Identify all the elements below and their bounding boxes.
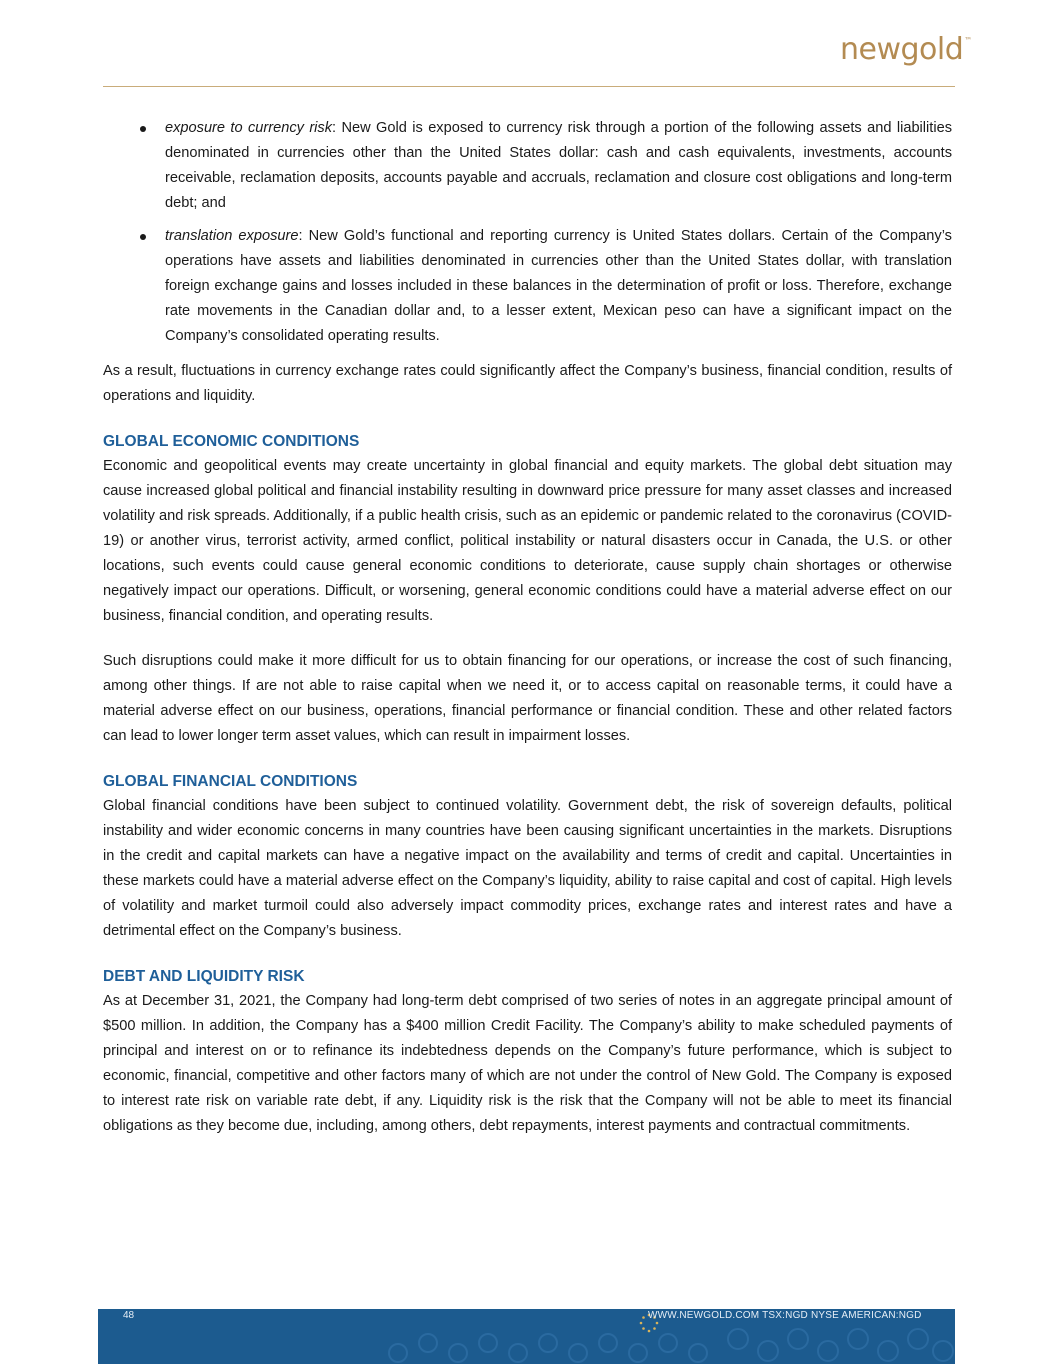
section-heading-global-financial: GLOBAL FINANCIAL CONDITIONS bbox=[103, 773, 358, 790]
section-heading-global-economic: GLOBAL ECONOMIC CONDITIONS bbox=[103, 433, 360, 450]
bullet-text: : New Gold’s functional and reporting currency is United States dollars. Certain of the Company’s operations have assets and liabilities denominated in currencies other than the United States dollar, with translation foreign exchange gains and losses included in these balances in the determination of profit or loss. Therefore, exchange rate movements in the Canadian dollar and, to a lesser extent, Mexican peso can have a significant impact on the Company’s consolidated operating results. bbox=[165, 228, 952, 344]
bullet-term: exposure to currency risk bbox=[165, 120, 333, 136]
paragraph: Global financial conditions have been subject to continued volatility. Government debt, the risk of sovereign defaults, political instability and wider economic concerns in many countries have been causing significant uncertainties in the markets. Disruptions in the credit and capital markets can have a negative impact on the availability and terms of credit and capital. Uncertainties in these markets could have a material adverse effect on the Company’s liquidity, ability to raise capital and cost of capital. High levels of volatility and market turmoil could also adversely impact commodity prices, exchange rates and interest rates and have a detrimental effect on the Company’s business. bbox=[103, 798, 952, 939]
bullet-icon bbox=[140, 234, 146, 240]
page-body bbox=[103, 116, 952, 1159]
section-heading-debt-liquidity: DEBT AND LIQUIDITY RISK bbox=[103, 968, 305, 985]
list-item bbox=[103, 116, 952, 216]
newgold-logo bbox=[840, 32, 972, 67]
page-number: 48 bbox=[123, 1310, 135, 1321]
trademark-mark: ™ bbox=[964, 36, 972, 45]
bullet-text: : New Gold is exposed to currency risk through a portion of the following assets and liabilities denominated in currencies other than the United States dollar: cash and cash equivalents, investments, accounts receivable, reclamation deposits, accounts payable and accruals, reclamation and closure cost obligations and long-term debt; and bbox=[165, 120, 952, 211]
footer-website-tickers: WWW.NEWGOLD.COM TSX:NGD NYSE AMERICAN:NGD bbox=[648, 1310, 922, 1321]
paragraph: As at December 31, 2021, the Company had long-term debt comprised of two series of notes in an aggregate principal amount of $500 million. In addition, the Company has a $400 million Credit Facility. The Company’s ability to make scheduled payments of principal and interest on or to refinance its indebtedness depends on the Company’s future performance, which is subject to economic, financial, competitive and other factors many of which are not under the control of New Gold. The Company is exposed to interest rate risk on variable rate debt, if any. Liquidity risk is the risk that the Company will not be able to meet its financial obligations as they become due, including, among others, debt repayments, interest payments and contractual commitments. bbox=[103, 993, 952, 1134]
currency-risk-list bbox=[103, 116, 952, 349]
list-item bbox=[103, 224, 952, 349]
bullet-term: translation exposure bbox=[165, 228, 299, 244]
paragraph: Economic and geopolitical events may create uncertainty in global financial and equity markets. The global debt situation may cause increased global political and financial instability resulting in downward price pressure for many asset classes and increased volatility and risk spreads. Additionally, if a public health crisis, such as an epidemic or pandemic related to the coronavirus (COVID-19) or another virus, terrorist activity, armed conflict, political instability or natural disasters occur in Canada, the U.S. or other locations, such events could cause general economic conditions to deteriorate, cause supply chain shortages or otherwise negatively impact our operations. Difficult, or worsening, general economic conditions could have a material adverse effect on our business, financial condition, and operating results. bbox=[103, 458, 952, 624]
currency-risk-conclusion: As a result, fluctuations in currency exchange rates could significantly affect the Company’s business, financial condition, results of operations and liquidity. bbox=[103, 363, 952, 404]
logo-text: newgold bbox=[840, 32, 964, 67]
bullet-icon bbox=[140, 126, 146, 132]
header-divider bbox=[103, 86, 955, 87]
page-footer bbox=[98, 1309, 955, 1364]
paragraph: Such disruptions could make it more difficult for us to obtain financing for our operations, or increase the cost of such financing, among other things. If are not able to raise capital when we need it, or to access capital on reasonable terms, it could have a material adverse effect on our business, operations, financial performance or financial condition. These and other related factors can lead to lower longer term asset values, which can result in impairment losses. bbox=[103, 653, 952, 744]
